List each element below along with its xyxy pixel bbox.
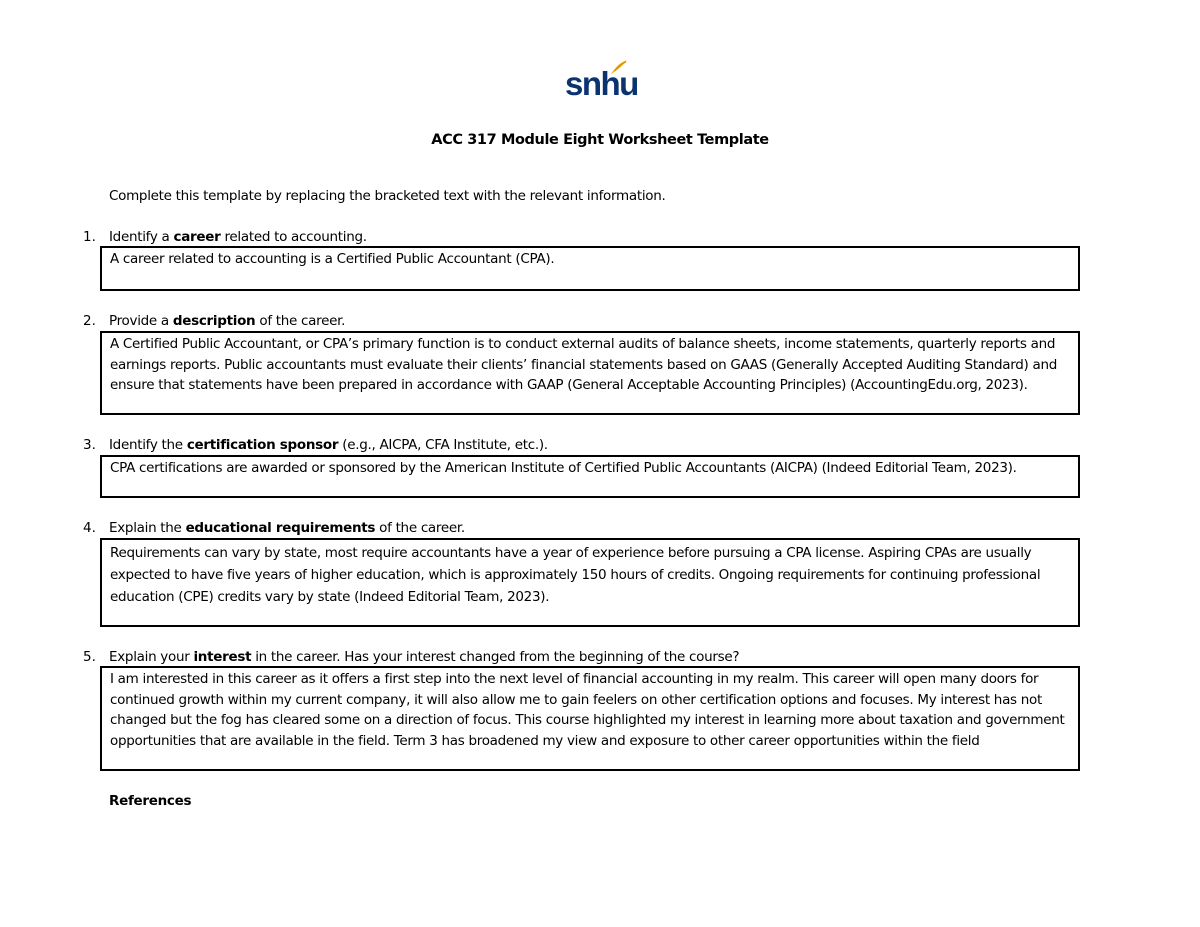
question-number: 1. [83, 229, 96, 245]
question-prompt: Explain the educational requirements of the career. [109, 520, 465, 536]
question-number: 2. [83, 313, 96, 329]
answer-box-career[interactable]: A career related to accounting is a Certified Public Accountant (CPA). [100, 246, 1080, 291]
logo-wordmark: snhu [565, 65, 638, 102]
question-prompt: Identify a career related to accounting. [109, 229, 367, 245]
question-prompt: Explain your interest in the career. Has your interest changed from the beginning of the course? [109, 649, 740, 665]
question-number: 3. [83, 437, 96, 453]
answer-box-certification-sponsor[interactable]: CPA certifications are awarded or sponsored by the American Institute of Certified Public Accountants (AICPA) (Indeed Editorial Team, 2023). [100, 455, 1080, 498]
question-prompt: Identify the certification sponsor (e.g., AICPA, CFA Institute, etc.). [109, 437, 548, 453]
intro-text: Complete this template by replacing the bracketed text with the relevant information. [109, 188, 666, 204]
answer-box-educational-requirements[interactable]: Requirements can vary by state, most require accountants have a year of experience before pursuing a CPA license. Aspiring CPAs are usually expected to have five years of higher education, which is approximately 150 hours of credits. Ongoing requirements for continuing professional education (CPE) credits vary by state (Indeed Editorial Team, 2023). [100, 538, 1080, 627]
question-prompt: Provide a description of the career. [109, 313, 346, 329]
logo-leaf-icon [609, 58, 629, 76]
question-number: 4. [83, 520, 96, 536]
answer-box-interest[interactable]: I am interested in this career as it offers a first step into the next level of financial accounting in my realm. This career will open many doors for continued growth within my current company, it will also allow me to gain feelers on other certification options and focuses. My interest has not changed but the fog has cleared some on a direction of focus. This course highlighted my interest in learning more about taxation and government opportunities that are available in the field. Term 3 has broadened my view and exposure to other career opportunities within the field [100, 666, 1080, 771]
references-heading: References [109, 793, 192, 809]
page-title: ACC 317 Module Eight Worksheet Template [431, 132, 769, 148]
answer-box-description[interactable]: A Certified Public Accountant, or CPA’s primary function is to conduct external audits of balance sheets, income statements, quarterly reports and earnings reports. Public accountants must evaluate their clients’ financial statements based on GAAS (Generally Accepted Auditing Standard) and ensure that statements have been prepared in accordance with GAAP (General Acceptable Accounting Principles) (AccountingEdu.org, 2023). [100, 331, 1080, 415]
question-number: 5. [83, 649, 96, 665]
snhu-logo [565, 58, 638, 104]
